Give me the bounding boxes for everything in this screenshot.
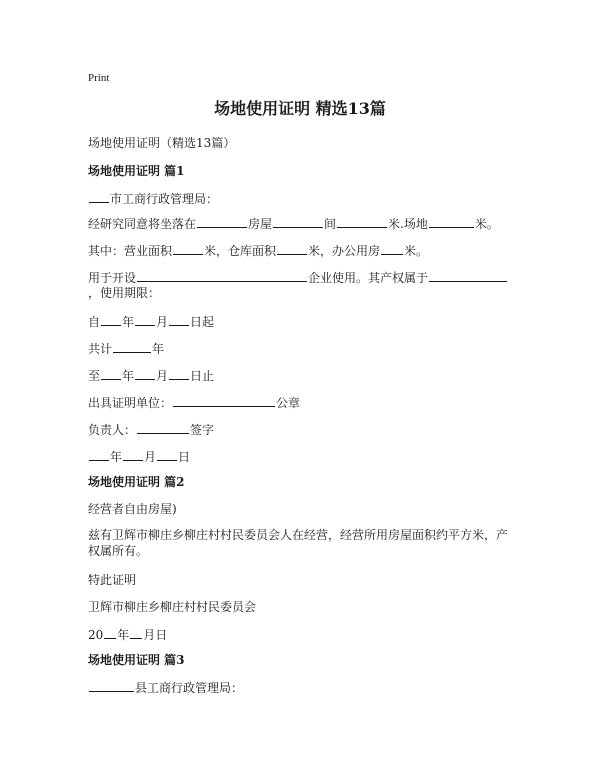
- blank-field: [273, 215, 323, 228]
- document-subtitle: 场地使用证明（精选13篇）: [88, 136, 236, 150]
- usage-line: 用于开设 企业使用。其产权属于: [88, 269, 508, 286]
- blank-field: [123, 448, 143, 461]
- end-date-line: 至 年 月 日止: [88, 369, 215, 383]
- section-heading-1: 场地使用证明 篇1: [88, 164, 185, 178]
- section-heading-2: 场地使用证明 篇2: [88, 475, 185, 489]
- section2-line1: 经营者自由房屋): [88, 502, 177, 516]
- recipient-line-1: 市工商行政管理局：: [88, 190, 218, 207]
- section2-line3: 特此证明: [88, 573, 137, 587]
- section2-line4: 卫辉市柳庄乡柳庄村村民委员会: [88, 600, 257, 614]
- date-line-1: 年 月 日: [88, 448, 190, 465]
- blank-field: [337, 215, 387, 228]
- blank-field: [429, 215, 474, 228]
- blank-field: [89, 679, 134, 692]
- blank-field: [197, 215, 247, 228]
- blank-field: [89, 190, 109, 203]
- date-line-2: 20 年 月日: [88, 628, 168, 642]
- print-label: Print: [88, 72, 110, 84]
- blank-field: [104, 626, 116, 639]
- recipient-line-3: 县工商行政管理局：: [88, 679, 243, 696]
- blank-field: [101, 313, 121, 326]
- blank-field: [169, 367, 189, 380]
- blank-field: [135, 313, 155, 326]
- blank-field: [173, 242, 203, 255]
- start-date-line: 自 年 月 日起: [88, 315, 215, 329]
- blank-field: [429, 269, 507, 282]
- blank-field: [169, 313, 189, 326]
- section-heading-3: 场地使用证明 篇3: [88, 653, 185, 667]
- blank-field: [277, 242, 307, 255]
- blank-field: [381, 242, 403, 255]
- blank-field: [113, 340, 151, 353]
- usage-line-cont: ，使用期限：: [88, 286, 161, 300]
- location-line: 经研究同意将坐落在 房屋 间 米.场地 米。: [88, 217, 499, 231]
- blank-field: [157, 448, 177, 461]
- blank-field: [135, 367, 155, 380]
- blank-field: [137, 421, 189, 434]
- blank-field: [173, 394, 275, 407]
- total-line: 共计 年: [88, 342, 165, 356]
- issuer-line: 出具证明单位： 公章: [88, 396, 301, 410]
- responsible-line: 负责人： 签字: [88, 423, 215, 437]
- blank-field: [130, 626, 142, 639]
- blank-field: [89, 448, 109, 461]
- section2-paragraph: 兹有卫辉市柳庄乡柳庄村村民委员会人在经营，经营所用房屋面积约平方米，产权属所有。: [88, 528, 509, 558]
- blank-field: [101, 367, 121, 380]
- page-title: 场地使用证明 精选13篇: [214, 99, 386, 118]
- area-line: 其中：营业面积 米，仓库面积 米，办公用房 米。: [88, 244, 429, 258]
- blank-field: [137, 269, 307, 282]
